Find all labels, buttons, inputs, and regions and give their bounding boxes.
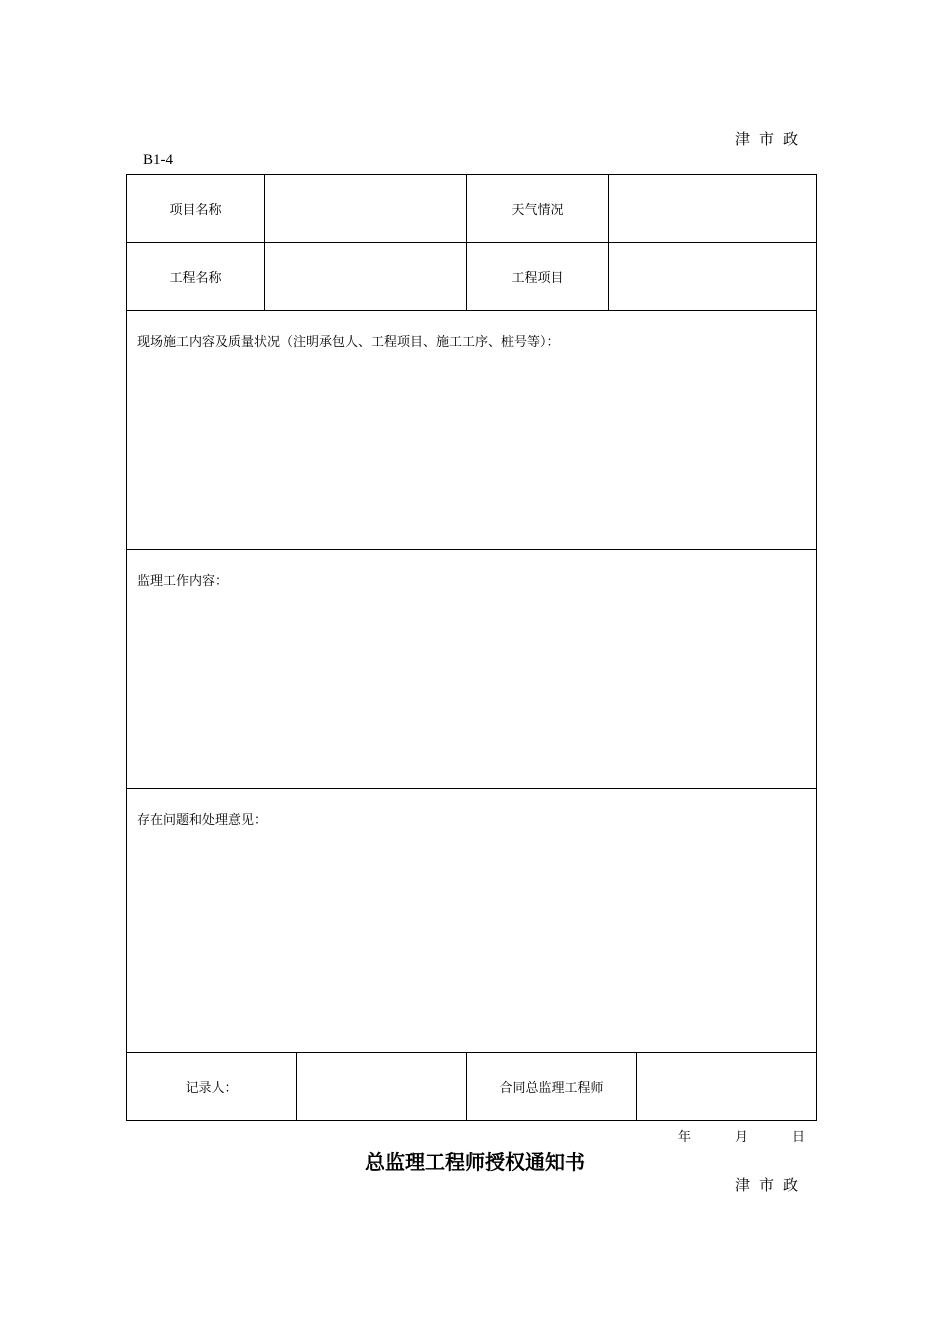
next-page-title: 总监理工程师授权通知书: [365, 1150, 585, 1174]
table-row: [127, 550, 817, 789]
date-year: 年: [678, 1130, 692, 1145]
weather-label: 天气情况: [467, 175, 609, 243]
chief-engineer-value[interactable]: [637, 1053, 817, 1121]
recorder-label: 记录人：: [127, 1053, 297, 1121]
engineering-item-label: 工程项目: [467, 243, 609, 311]
engineering-name-value[interactable]: [265, 243, 467, 311]
supervision-work-label: 监理工作内容：: [137, 574, 229, 589]
site-construction-label: 现场施工内容及质量状况（注明承包人、工程项目、施工工序、桩号等）：: [137, 335, 560, 350]
issues-section[interactable]: [127, 789, 817, 1053]
weather-value[interactable]: [609, 175, 817, 243]
issues-label: 存在问题和处理意见：: [137, 813, 268, 828]
table-row: [127, 243, 817, 311]
next-header-org: 津市政: [734, 1176, 807, 1194]
recorder-value[interactable]: [297, 1053, 467, 1121]
supervision-work-section[interactable]: [127, 550, 817, 789]
site-construction-section[interactable]: [127, 311, 817, 550]
date-line: [678, 1126, 805, 1145]
header-org: 津市政: [734, 130, 807, 148]
engineering-item-value[interactable]: [609, 243, 817, 311]
date-day: 日: [792, 1130, 806, 1145]
table-row: [127, 175, 817, 243]
log-form-table: [126, 174, 817, 1121]
table-row: [127, 789, 817, 1053]
table-row: [127, 311, 817, 550]
form-code: B1-4: [143, 152, 173, 168]
project-name-label: 项目名称: [127, 175, 265, 243]
engineering-name-label: 工程名称: [127, 243, 265, 311]
date-month: 月: [735, 1130, 749, 1145]
chief-engineer-label: 合同总监理工程师: [467, 1053, 637, 1121]
table-row: [127, 1053, 817, 1121]
project-name-value[interactable]: [265, 175, 467, 243]
